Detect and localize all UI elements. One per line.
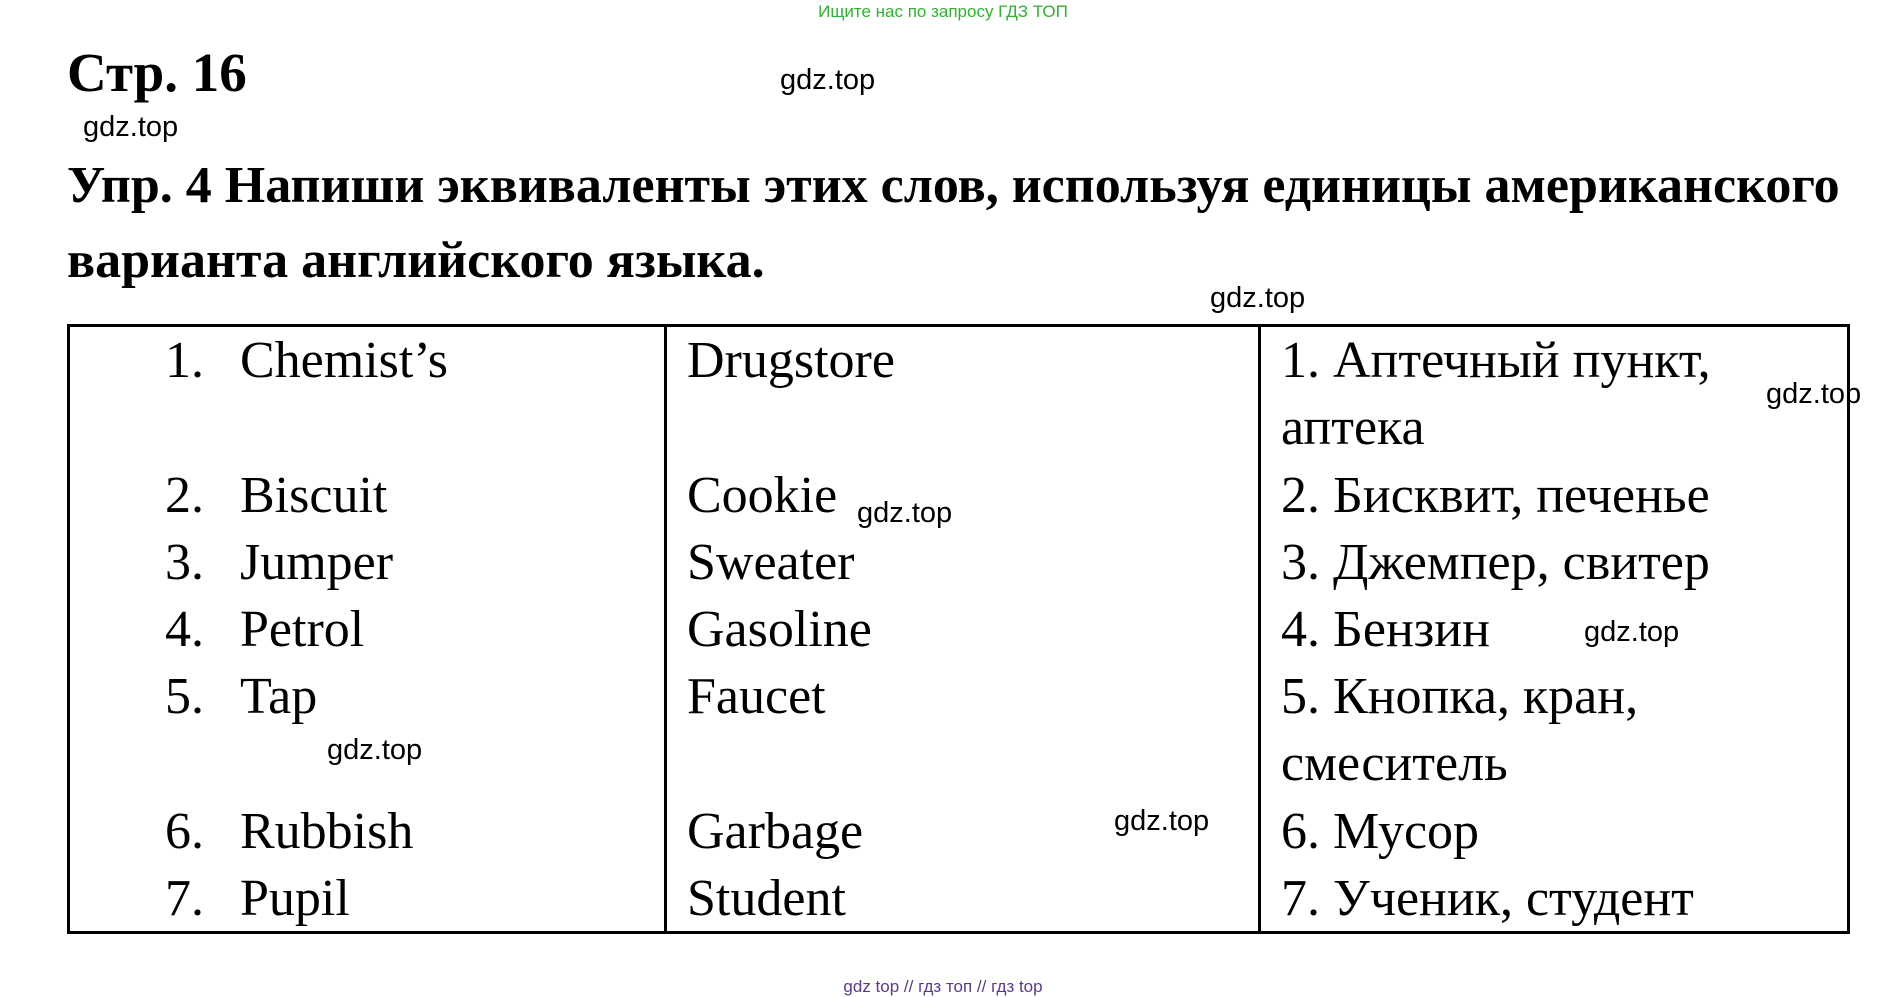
table-row-2-british xyxy=(165,462,387,529)
answer-table xyxy=(67,324,1850,934)
table-row-6-british xyxy=(165,798,413,865)
row-number: 3. xyxy=(165,534,204,591)
row-number: 7. xyxy=(165,870,204,927)
page-title: Стр. 16 xyxy=(67,42,247,103)
american-word: Gasoline xyxy=(687,601,872,658)
exercise-heading: Упр. 4 Напиши эквиваленты этих слов, используя единицы американского варианта английского языка. xyxy=(67,157,1840,289)
row-number: 5. xyxy=(165,668,204,725)
american-word: Cookie xyxy=(687,467,838,524)
column-translation xyxy=(1258,327,1847,931)
column-british xyxy=(70,327,664,931)
watermark-text: gdz.top xyxy=(1766,378,1862,410)
table-row-7-british xyxy=(165,865,350,932)
watermark-text: gdz.top xyxy=(1584,616,1680,648)
translation-text: 4. Бензин xyxy=(1281,601,1490,658)
footer-note: gdz top // гдз топ // гдз top xyxy=(843,977,1043,996)
watermark-text: gdz.top xyxy=(327,734,423,766)
translation-text: 5. Кнопка, кран, смеситель xyxy=(1281,668,1639,792)
table-row-5-british xyxy=(165,663,317,730)
british-word: Tap xyxy=(240,668,318,725)
american-word: Sweater xyxy=(687,534,855,591)
watermark-text: gdz.top xyxy=(83,111,179,143)
translation-text: 2. Бисквит, печенье xyxy=(1281,467,1710,524)
row-number: 1. xyxy=(165,332,204,389)
row-number: 2. xyxy=(165,467,204,524)
watermark-text: gdz.top xyxy=(1210,282,1306,314)
table-row-3-british xyxy=(165,529,393,596)
translation-text: 1. Аптечный пункт, аптека xyxy=(1281,332,1711,456)
translation-text: 3. Джемпер, свитер xyxy=(1281,534,1710,591)
american-word: Garbage xyxy=(687,803,864,860)
british-word: Chemist’s xyxy=(240,332,449,389)
american-word: Student xyxy=(687,870,846,927)
british-word: Jumper xyxy=(240,534,394,591)
row-number: 4. xyxy=(165,601,204,658)
table-row-4-british xyxy=(165,596,364,663)
british-word: Rubbish xyxy=(240,803,414,860)
american-word: Drugstore xyxy=(687,332,895,389)
translation-text: 6. Мусор xyxy=(1281,803,1480,860)
watermark-text: gdz.top xyxy=(780,64,876,96)
column-american xyxy=(664,327,1258,931)
british-word: Pupil xyxy=(240,870,350,927)
british-word: Biscuit xyxy=(240,467,388,524)
british-word: Petrol xyxy=(240,601,365,658)
translation-text: 7. Ученик, студент xyxy=(1281,870,1694,927)
watermark-text: gdz.top xyxy=(1114,805,1210,837)
top-search-hint: Ищите нас по запросу ГДЗ ТОП xyxy=(818,2,1068,21)
row-number: 6. xyxy=(165,803,204,860)
american-word: Faucet xyxy=(687,668,826,725)
table-row-1-british xyxy=(165,327,448,394)
watermark-text: gdz.top xyxy=(857,497,953,529)
